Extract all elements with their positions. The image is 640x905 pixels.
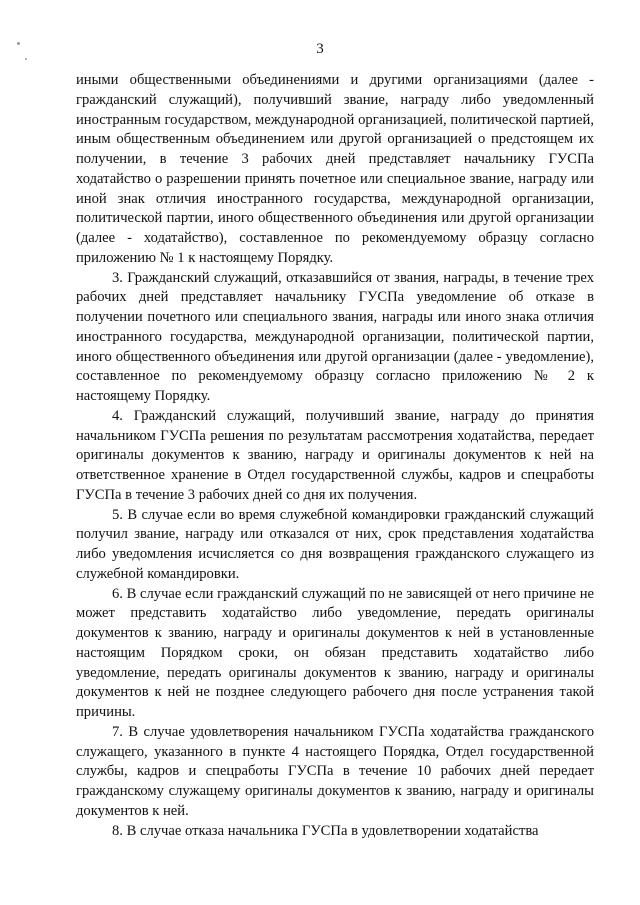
page-number: 3 (316, 41, 324, 57)
paragraph-5: 5. В случае если во время служебной командировки гражданский служащий получил звание, награду или отказался от них, срок представления ходатайства либо уведомления исчисляется со дня возвращения гражданского служащего из служебной командировки. (76, 506, 594, 582)
paragraph-6: 6. В случае если гражданский служащий по не зависящей от него причине не может представить ходатайство либо уведомление, передать оригиналы документов к званию, награду и оригиналы документов к ней в установленные настоящим Порядком сроки, он обязан представить ходатайство либо уведомление, передать оригиналы документов к званию, награду и оригиналы документов к ней не позднее следующего рабочего дня после устранения такой причины. (76, 585, 594, 720)
paragraph-3: 3. Гражданский служащий, отказавшийся от звания, награды, в течение трех рабочих дней представляет начальнику ГУСПа уведомление об отказе в получении почетного или специального звания, награды или иного знака отличия иностранного государства, международной организации, политической партии, иного общественного объединения или другой организации (далее - уведомление), составленное по рекомендуемому образцу согласно приложению № 2 к настоящему Порядку. (76, 269, 594, 404)
document-body (76, 71, 594, 841)
paragraph-7: 7. В случае удовлетворения начальником ГУСПа ходатайства гражданского служащего, указанного в пункте 4 настоящего Порядка, Отдел государственной службы, кадров и спецработы ГУСПа в течение 10 рабочих дней передает гражданскому служащему оригиналы документов к званию, награду и оригиналы документов к ней. (76, 723, 594, 819)
scan-speck (25, 58, 27, 60)
paragraph-8: 8. В случае отказа начальника ГУСПа в удовлетворении ходатайства (112, 822, 539, 839)
paragraph-continuation: иными общественными объединениями и другими организациями (далее - гражданский служащий), получивший звание, награду либо уведомленный иностранным государством, международной организацией, политической партией, иным общественным объединением или другой организацией о предстоящем их получении, в течение 3 рабочих дней представляет начальнику ГУСПа ходатайство о разрешении принять почетное или специальное звание, награду или иной знак отличия иностранного государства, международной организации, политической партии, иного общественного объединения или другой организации (далее - ходатайство), составленное по рекомендуемому образцу согласно приложению № 1 к настоящему Порядку. (76, 72, 594, 266)
paragraph-4: 4. Гражданский служащий, получивший звание, награду до принятия начальником ГУСПа решения по результатам рассмотрения ходатайства, передает оригиналы документов к званию, награду и оригиналы документов к ней на ответственное хранение в Отдел государственной службы, кадров и спецработы ГУСПа в течение 3 рабочих дней со дня их получения. (76, 407, 594, 503)
